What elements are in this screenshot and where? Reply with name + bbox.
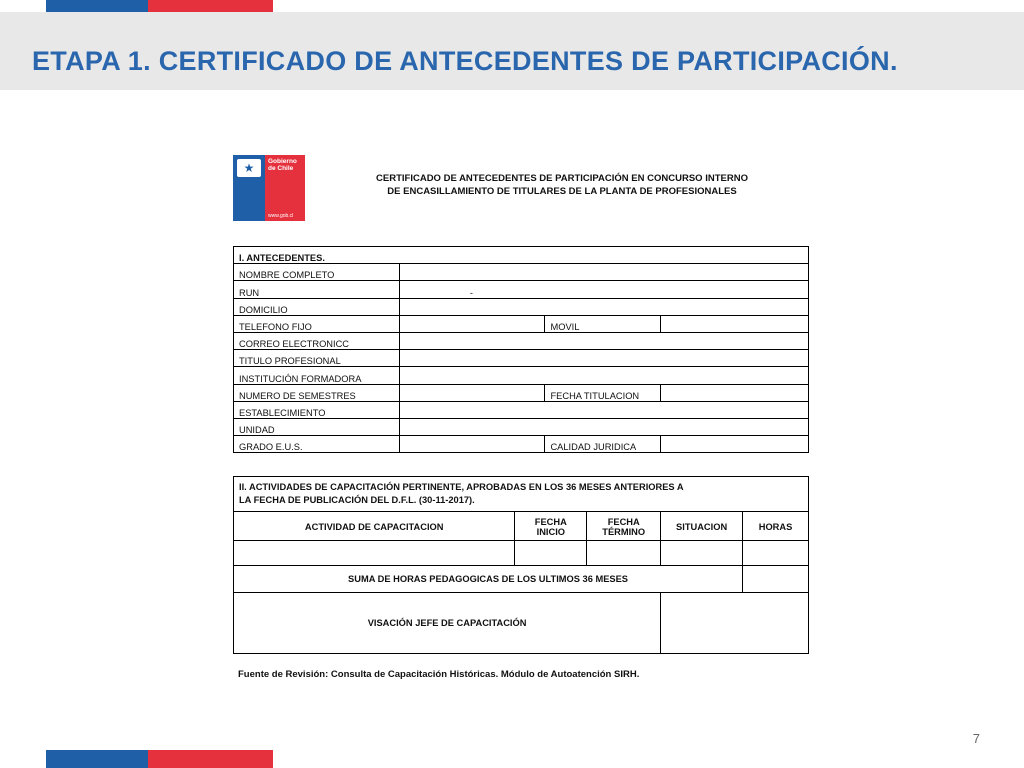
field-label: UNIDAD (234, 418, 400, 435)
titulo-input-cell[interactable] (399, 350, 808, 367)
antecedentes-table (233, 246, 809, 453)
table-row (234, 350, 809, 367)
field-label: MOVIL (545, 315, 661, 332)
nombre-input-cell[interactable] (399, 264, 808, 281)
field-label: CALIDAD JURIDICA (545, 436, 661, 453)
calidad-input-cell[interactable] (661, 436, 809, 453)
source-note: Fuente de Revisión: Consulta de Capacitación Históricas. Módulo de Autoatención SIRH. (238, 669, 640, 680)
table-row (234, 541, 809, 566)
logo-url: www.gob.cl (268, 213, 294, 219)
column-header: FECHA INICIO (515, 512, 587, 541)
field-label: DOMICILIO (234, 298, 400, 315)
field-label: TITULO PROFESIONAL (234, 350, 400, 367)
field-label: RUN (234, 281, 400, 298)
bottom-flag-bar (46, 750, 273, 768)
field-label: TELEFONO FIJO (234, 315, 400, 332)
flag-red-segment (148, 0, 273, 12)
flag-blue-segment (46, 0, 148, 12)
coat-of-arms-icon: ★ (237, 159, 261, 177)
fecha-titulacion-input-cell[interactable] (661, 384, 809, 401)
field-label: NUMERO DE SEMESTRES (234, 384, 400, 401)
unidad-input-cell[interactable] (399, 418, 808, 435)
fecha-termino-input-cell[interactable] (587, 541, 661, 566)
table-row (234, 247, 809, 264)
table-row (234, 281, 809, 298)
table-row (234, 593, 809, 654)
top-flag-bar (46, 0, 273, 12)
domicilio-input-cell[interactable] (399, 298, 808, 315)
fecha-inicio-input-cell[interactable] (515, 541, 587, 566)
movil-input-cell[interactable] (661, 315, 809, 332)
section-heading: I. ANTECEDENTES. (234, 247, 809, 264)
logo-name: Gobierno de Chile (268, 158, 297, 172)
column-header: HORAS (743, 512, 809, 541)
field-label: NOMBRE COMPLETO (234, 264, 400, 281)
section-heading: II. ACTIVIDADES DE CAPACITACIÓN PERTINENTE, APROBADAS EN LOS 36 MESES ANTERIORES A LA FECHA DE PUBLICACIÓN DEL D.F.L. (30-11-2017). (234, 477, 809, 512)
field-label: FECHA TITULACION (545, 384, 661, 401)
table-row (234, 477, 809, 512)
suma-horas-input-cell[interactable] (743, 566, 809, 593)
table-row (234, 332, 809, 349)
institucion-input-cell[interactable] (399, 367, 808, 384)
run-dash: - (469, 287, 473, 298)
table-header-row (234, 512, 809, 541)
correo-input-cell[interactable] (399, 332, 808, 349)
table-row (234, 418, 809, 435)
gobierno-de-chile-logo (233, 155, 305, 221)
field-label: CORREO ELECTRONICC (234, 332, 400, 349)
capacitacion-table (233, 476, 809, 654)
table-row (234, 436, 809, 453)
column-header: SITUACION (661, 512, 743, 541)
table-row (234, 367, 809, 384)
field-label: ESTABLECIMIENTO (234, 401, 400, 418)
telefono-input-cell[interactable] (399, 315, 545, 332)
flag-blue-segment (46, 750, 148, 768)
slide-title: ETAPA 1. CERTIFICADO DE ANTECEDENTES DE PARTICIPACIÓN. (32, 46, 898, 76)
field-label: INSTITUCIÓN FORMADORA (234, 367, 400, 384)
visacion-signature-cell[interactable] (661, 593, 809, 654)
field-label: GRADO E.U.S. (234, 436, 400, 453)
grado-input-cell[interactable] (399, 436, 545, 453)
table-row (234, 264, 809, 281)
table-row (234, 401, 809, 418)
table-row (234, 566, 809, 593)
page-number: 7 (972, 731, 980, 746)
title-band (0, 12, 1024, 90)
column-header: ACTIVIDAD DE CAPACITACION (234, 512, 515, 541)
establecimiento-input-cell[interactable] (399, 401, 808, 418)
column-header: FECHA TÉRMINO (587, 512, 661, 541)
suma-horas-label: SUMA DE HORAS PEDAGOGICAS DE LOS ULTIMOS 36 MESES (234, 566, 743, 593)
table-row (234, 384, 809, 401)
situacion-input-cell[interactable] (661, 541, 743, 566)
visacion-label: VISACIÓN JEFE DE CAPACITACIÓN (234, 593, 661, 654)
table-row (234, 315, 809, 332)
run-input-cell[interactable] (399, 281, 808, 298)
table-row (234, 298, 809, 315)
horas-input-cell[interactable] (743, 541, 809, 566)
semestres-input-cell[interactable] (399, 384, 545, 401)
actividad-input-cell[interactable] (234, 541, 515, 566)
flag-red-segment (148, 750, 273, 768)
certificate-title: CERTIFICADO DE ANTECEDENTES DE PARTICIPACIÓN EN CONCURSO INTERNO DE ENCASILLAMIENTO DE TITULARES DE LA PLANTA DE PROFESIONALES (376, 173, 748, 197)
